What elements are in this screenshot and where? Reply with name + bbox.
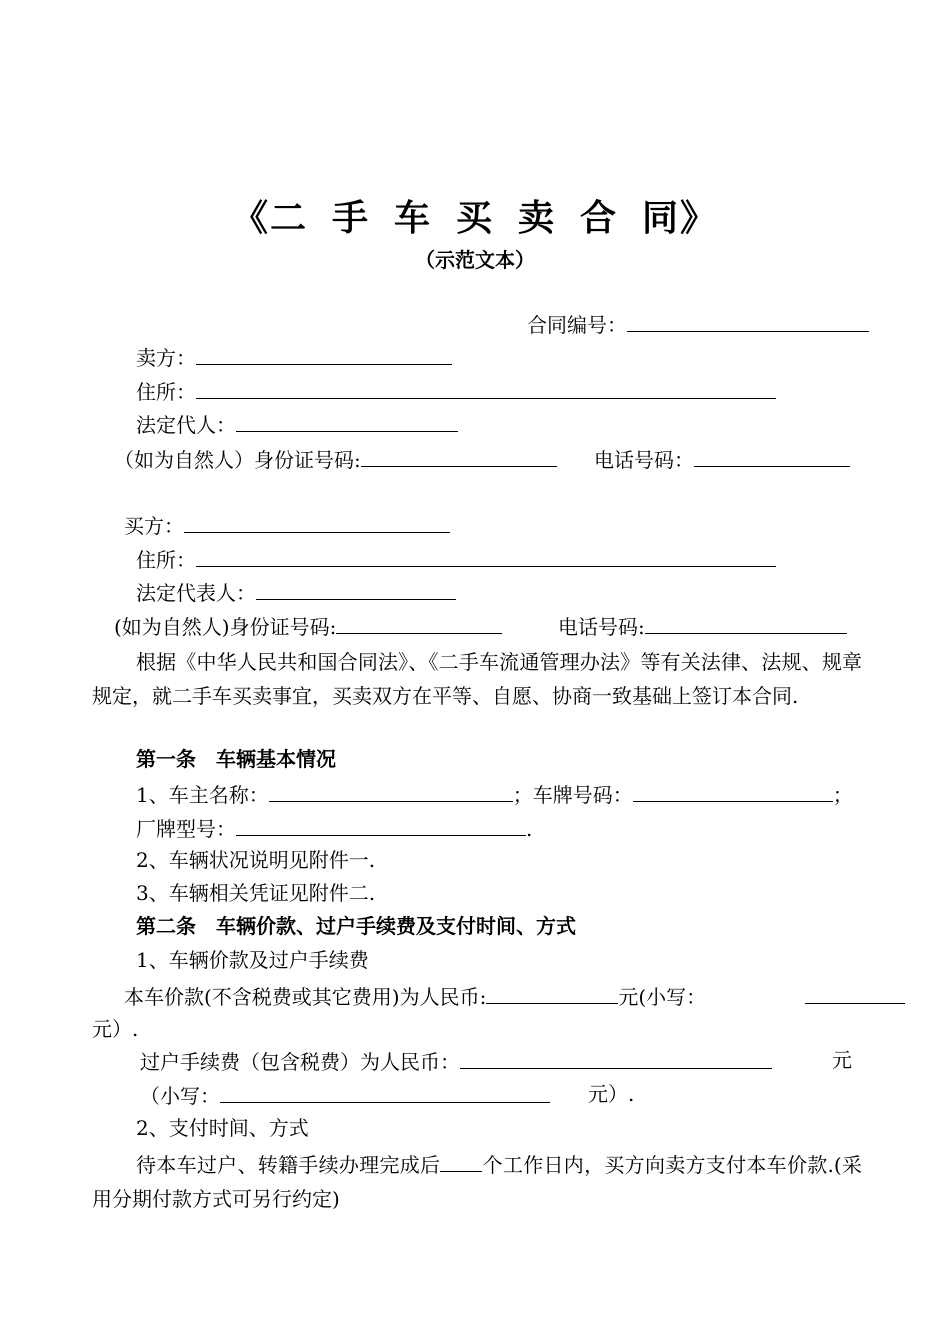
article2-sub2: 2、支付时间、方式 xyxy=(136,1116,309,1140)
seller-phone-row xyxy=(594,446,850,472)
fee-field[interactable] xyxy=(460,1048,772,1069)
price-unit: 元(小写： xyxy=(618,985,707,1009)
buyer-label: 买方： xyxy=(124,514,184,538)
title-char: 车 xyxy=(393,197,432,239)
contract-no-field[interactable] xyxy=(627,311,869,332)
buyer-address-label: 住所： xyxy=(136,548,196,572)
buyer-legal-rep-field[interactable] xyxy=(256,579,456,600)
contract-no-label: 合同编号： xyxy=(527,313,627,337)
buyer-row xyxy=(124,512,450,538)
fee-small-row xyxy=(140,1082,550,1108)
model-field[interactable] xyxy=(236,815,526,836)
price-label: 本车价款(不含税费或其它费用)为人民币: xyxy=(124,985,487,1009)
owner-plate-row xyxy=(136,781,853,807)
model-end: . xyxy=(526,817,533,841)
fee-small-field[interactable] xyxy=(220,1082,550,1103)
fee-label: 过户手续费（包含税费）为人民币： xyxy=(140,1050,460,1074)
seller-phone-label: 电话号码： xyxy=(594,448,694,472)
article1-item3: 3、车辆相关凭证见附件二. xyxy=(136,881,376,905)
payment-paragraph xyxy=(92,1148,862,1216)
buyer-legal-rep-label: 法定代表人： xyxy=(136,581,256,605)
model-row xyxy=(136,815,532,841)
payment-pre: 待本车过户、转籍手续办理完成后 xyxy=(136,1153,441,1177)
document-subtitle: （示范文本） xyxy=(415,248,535,272)
price-end: 元）. xyxy=(92,1017,139,1041)
buyer-name-field[interactable] xyxy=(184,512,450,533)
price-small-field[interactable] xyxy=(805,983,905,1004)
price-small-row xyxy=(805,983,905,1009)
buyer-legal-rep-row xyxy=(136,579,456,605)
seller-address-row xyxy=(136,378,776,404)
plate-label: ；车牌号码： xyxy=(512,783,633,807)
seller-phone-field[interactable] xyxy=(694,446,850,467)
title-char: 买 xyxy=(455,197,494,239)
buyer-address-field[interactable] xyxy=(196,546,776,567)
title-char: 《二 xyxy=(231,197,308,239)
buyer-id-field[interactable] xyxy=(336,613,502,634)
title-char: 手 xyxy=(331,197,370,239)
seller-label: 卖方： xyxy=(136,346,196,370)
fee-small-end: 元）. xyxy=(588,1082,635,1106)
title-char: 合 xyxy=(580,197,619,239)
article1-item2: 2、车辆状况说明见附件一. xyxy=(136,848,376,872)
seller-id-row xyxy=(114,446,557,472)
seller-address-label: 住所： xyxy=(136,380,196,404)
plate-field[interactable] xyxy=(633,781,833,802)
document-title xyxy=(0,190,950,241)
seller-name-field[interactable] xyxy=(196,344,452,365)
title-char: 卖 xyxy=(518,197,557,239)
buyer-phone-field[interactable] xyxy=(645,613,847,634)
buyer-id-row xyxy=(114,613,502,639)
buyer-address-row xyxy=(136,546,776,572)
price-field[interactable] xyxy=(486,983,618,1004)
seller-legal-rep-field[interactable] xyxy=(236,411,458,432)
seller-legal-rep-label: 法定代人： xyxy=(136,413,236,437)
payment-post: 个工作日内，买方向卖方支付本车价款.(采用分期付款方式可另行约定) xyxy=(92,1153,862,1211)
fee-small-label: （小写： xyxy=(140,1084,220,1108)
fee-row xyxy=(140,1048,772,1074)
contract-no-row xyxy=(527,311,869,337)
buyer-phone-row xyxy=(558,613,847,639)
preamble-paragraph: 根据《中华人民共和国合同法》、《二手车流通管理办法》等有关法律、法规、规章规定，就二手车买卖事宜，买卖双方在平等、自愿、协商一致基础上签订本合同. xyxy=(92,650,862,708)
fee-unit: 元 xyxy=(832,1048,852,1072)
seller-id-field[interactable] xyxy=(361,446,557,467)
plate-end: ； xyxy=(832,783,853,807)
article2-sub1: 1、车辆价款及过户手续费 xyxy=(136,948,369,972)
seller-id-label: （如为自然人）身份证号码: xyxy=(114,448,361,472)
owner-field[interactable] xyxy=(269,781,513,802)
seller-legal-rep-row xyxy=(136,411,458,437)
buyer-phone-label: 电话号码: xyxy=(558,615,645,639)
model-label: 厂牌型号： xyxy=(136,817,236,841)
title-char: 同》 xyxy=(642,197,719,239)
article1-heading: 第一条 车辆基本情况 xyxy=(136,747,336,771)
owner-label: 1、车主名称： xyxy=(136,783,269,807)
article2-heading: 第二条 车辆价款、过户手续费及支付时间、方式 xyxy=(136,914,576,938)
buyer-id-label: (如为自然人)身份证号码: xyxy=(114,615,337,639)
price-row xyxy=(124,983,706,1009)
payment-days-field[interactable] xyxy=(440,1151,482,1172)
seller-address-field[interactable] xyxy=(196,378,776,399)
seller-row xyxy=(136,344,452,370)
